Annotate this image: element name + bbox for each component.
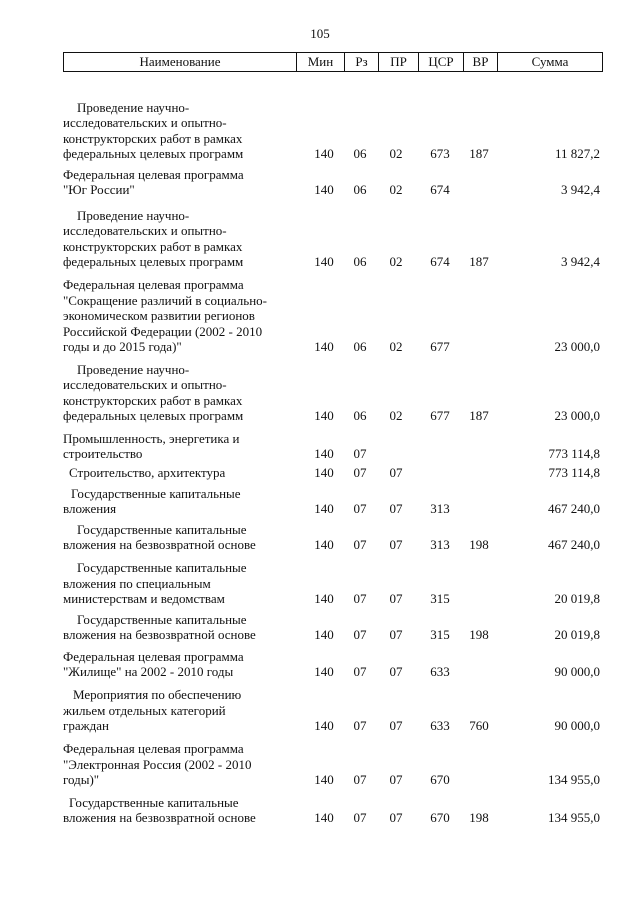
row-name-line: министерствам и ведомствам	[63, 591, 225, 607]
row-rz: 07	[353, 772, 367, 788]
row-rz: 07	[353, 664, 367, 680]
row-min: 140	[314, 339, 334, 355]
row-vr: 198	[469, 537, 489, 553]
row-csr: 633	[430, 718, 450, 734]
row-sum: 134 955,0	[548, 772, 600, 788]
row-min: 140	[314, 182, 334, 198]
header-name: Наименование	[139, 54, 221, 69]
row-name-line: Мероприятия по обеспечению	[73, 687, 242, 703]
row-rz: 06	[353, 182, 367, 198]
row-rz: 07	[353, 501, 367, 517]
row-sum: 90 000,0	[554, 664, 600, 680]
row-rz: 06	[353, 254, 367, 270]
row-name-line: Государственные капитальные	[77, 521, 247, 537]
row-csr: 673	[430, 146, 450, 162]
row-name	[63, 612, 298, 643]
row-pr: 02	[389, 254, 403, 270]
row-name-line: "Электронная Россия (2002 - 2010	[63, 756, 252, 772]
header-csr: ЦСР	[418, 53, 463, 71]
header-sum: Сумма	[497, 53, 602, 71]
row-pr: 07	[389, 465, 403, 481]
header-pr: ПР	[378, 53, 418, 71]
row-name-line: "Юг России"	[63, 182, 135, 198]
row-sum: 3 942,4	[561, 254, 600, 270]
row-min: 140	[314, 591, 334, 607]
row-name-line: федеральных целевых программ	[63, 146, 244, 162]
row-min: 140	[314, 627, 334, 643]
row-name	[63, 649, 298, 680]
row-name-line: вложения	[63, 501, 117, 517]
row-name-line: вложения по специальным	[63, 575, 211, 591]
page-number: 105	[310, 26, 330, 41]
row-name-line: Промышленность, энергетика и	[63, 430, 240, 446]
table-row	[0, 486, 640, 517]
row-vr: 760	[469, 718, 489, 734]
row-name-line: исследовательских и опытно-	[63, 115, 227, 131]
row-sum: 3 942,4	[561, 182, 600, 198]
row-csr: 677	[430, 408, 450, 424]
table-row	[0, 431, 640, 462]
row-csr: 633	[430, 664, 450, 680]
row-name	[63, 100, 298, 162]
row-csr: 674	[430, 182, 450, 198]
row-pr: 07	[389, 501, 403, 517]
row-name	[63, 795, 298, 826]
row-name-line: Федеральная целевая программа	[63, 166, 244, 182]
row-name-line: Федеральная целевая программа	[63, 277, 244, 293]
row-name-line: Проведение научно-	[77, 99, 190, 115]
row-rz: 07	[353, 718, 367, 734]
table-row	[0, 795, 640, 826]
row-name-line: вложения на безвозвратной основе	[63, 537, 256, 553]
header-rz: Рз	[344, 53, 378, 71]
table-row	[0, 465, 640, 481]
row-vr: 187	[469, 254, 489, 270]
row-min: 140	[314, 810, 334, 826]
row-pr: 07	[389, 772, 403, 788]
row-sum: 20 019,8	[554, 591, 600, 607]
row-sum: 11 827,2	[554, 146, 600, 162]
row-min: 140	[314, 465, 334, 481]
row-csr: 670	[430, 772, 450, 788]
table-row	[0, 100, 640, 162]
row-name-line: годы)"	[63, 772, 100, 788]
row-csr: 313	[430, 501, 450, 517]
row-min: 140	[314, 446, 334, 462]
row-name-line: Строительство, архитектура	[69, 465, 226, 481]
row-name	[63, 486, 298, 517]
row-min: 140	[314, 501, 334, 517]
row-min: 140	[314, 408, 334, 424]
row-pr: 07	[389, 810, 403, 826]
row-name-line: федеральных целевых программ	[63, 254, 244, 270]
row-name-line: федеральных целевых программ	[63, 408, 244, 424]
row-csr: 315	[430, 591, 450, 607]
row-name-line: Государственные капитальные	[69, 794, 239, 810]
row-name-line: Государственные капитальные	[71, 485, 241, 501]
header-min: Мин	[296, 53, 344, 71]
row-name	[63, 687, 298, 734]
row-name-line: строительство	[63, 446, 143, 462]
row-min: 140	[314, 146, 334, 162]
row-name	[63, 741, 298, 788]
row-name-line: "Сокращение различий в социально-	[63, 292, 267, 308]
header-vr: ВР	[463, 53, 497, 71]
row-sum: 134 955,0	[548, 810, 600, 826]
row-pr: 07	[389, 537, 403, 553]
row-sum: 773 114,8	[548, 465, 600, 481]
row-vr: 198	[469, 627, 489, 643]
row-pr: 07	[389, 591, 403, 607]
row-name-line: исследовательских и опытно-	[63, 377, 227, 393]
row-rz: 06	[353, 408, 367, 424]
row-csr: 674	[430, 254, 450, 270]
row-name-line: годы и до 2015 года)"	[63, 339, 182, 355]
row-csr: 313	[430, 537, 450, 553]
row-name-line: конструкторских работ в рамках	[63, 238, 243, 254]
row-sum: 467 240,0	[548, 501, 600, 517]
row-name-line: "Жилище" на 2002 - 2010 годы	[63, 664, 234, 680]
row-pr: 07	[389, 627, 403, 643]
table-row	[0, 277, 640, 355]
row-rz: 07	[353, 810, 367, 826]
row-pr: 07	[389, 718, 403, 734]
row-rz: 06	[353, 146, 367, 162]
row-min: 140	[314, 254, 334, 270]
row-name-line: Федеральная целевая программа	[63, 648, 244, 664]
row-name	[63, 465, 298, 481]
table-row	[0, 612, 640, 643]
row-rz: 07	[353, 446, 367, 462]
row-name	[63, 522, 298, 553]
row-name-line: конструкторских работ в рамках	[63, 130, 243, 146]
row-rz: 06	[353, 339, 367, 355]
row-rz: 07	[353, 465, 367, 481]
row-name-line: Государственные капитальные	[77, 611, 247, 627]
table-row	[0, 649, 640, 680]
row-csr: 677	[430, 339, 450, 355]
row-csr: 670	[430, 810, 450, 826]
row-name-line: Федеральная целевая программа	[63, 741, 244, 757]
row-name	[63, 431, 298, 462]
row-sum: 773 114,8	[548, 446, 600, 462]
row-name-line: вложения на безвозвратной основе	[63, 627, 256, 643]
row-vr: 187	[469, 146, 489, 162]
row-name-line: конструкторских работ в рамках	[63, 392, 243, 408]
row-min: 140	[314, 718, 334, 734]
row-pr: 07	[389, 664, 403, 680]
row-pr: 02	[389, 182, 403, 198]
row-name-line: экономическом развитии регионов	[63, 308, 255, 324]
row-pr: 02	[389, 339, 403, 355]
row-name	[63, 362, 298, 424]
row-name-line: вложения на безвозвратной основе	[63, 810, 256, 826]
row-name-line: исследовательских и опытно-	[63, 223, 227, 239]
table-row	[0, 208, 640, 270]
table-row	[0, 362, 640, 424]
row-min: 140	[314, 772, 334, 788]
row-name	[63, 560, 298, 607]
row-sum: 23 000,0	[554, 339, 600, 355]
table-row	[0, 167, 640, 198]
row-sum: 20 019,8	[554, 627, 600, 643]
row-sum: 467 240,0	[548, 537, 600, 553]
row-vr: 187	[469, 408, 489, 424]
row-name-line: Государственные капитальные	[77, 560, 247, 576]
row-sum: 23 000,0	[554, 408, 600, 424]
table-row	[0, 687, 640, 734]
row-vr: 198	[469, 810, 489, 826]
row-min: 140	[314, 664, 334, 680]
row-name-line: граждан	[63, 718, 109, 734]
row-name-line: Проведение научно-	[77, 207, 190, 223]
row-name-line: Российской Федерации (2002 - 2010	[63, 323, 263, 339]
row-name-line: жильем отдельных категорий	[63, 702, 226, 718]
row-rz: 07	[353, 627, 367, 643]
row-pr: 02	[389, 146, 403, 162]
row-pr: 02	[389, 408, 403, 424]
row-rz: 07	[353, 537, 367, 553]
row-min: 140	[314, 537, 334, 553]
row-name	[63, 208, 298, 270]
table-row	[0, 560, 640, 607]
table-row	[0, 741, 640, 788]
row-csr: 315	[430, 627, 450, 643]
table-row	[0, 522, 640, 553]
row-rz: 07	[353, 591, 367, 607]
row-name	[63, 277, 298, 355]
row-name	[63, 167, 298, 198]
row-sum: 90 000,0	[554, 718, 600, 734]
row-name-line: Проведение научно-	[77, 361, 190, 377]
